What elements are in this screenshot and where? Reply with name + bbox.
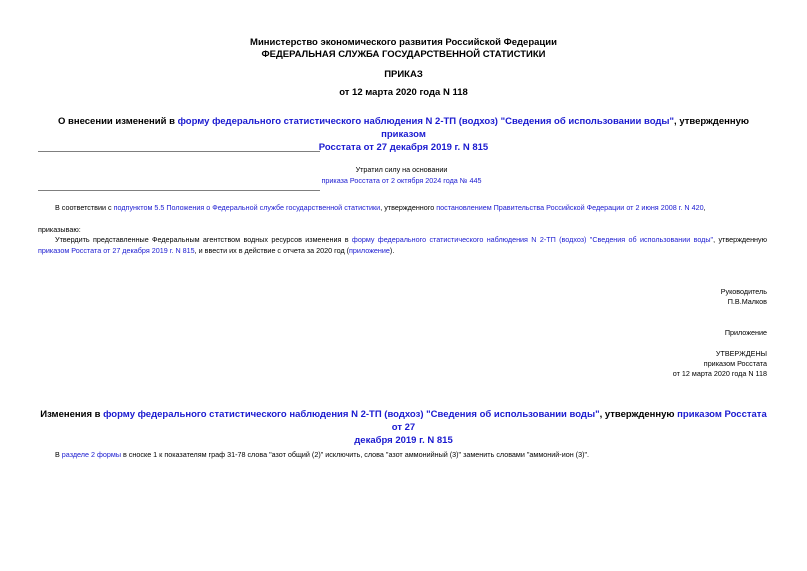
- document-title: [40, 115, 767, 154]
- change-item-section-link[interactable]: разделе 2 формы: [61, 450, 121, 459]
- expired-note-link[interactable]: приказа Росстата от 2 октября 2024 года № 445: [321, 176, 482, 185]
- approve-annex-link[interactable]: приложение: [349, 246, 390, 255]
- preamble-middle: , утвержденного: [380, 203, 437, 212]
- preamble-prefix: В соответствии с: [55, 203, 114, 212]
- change-item-prefix: В: [55, 450, 62, 459]
- signature-name: П.В.Малков: [727, 297, 767, 306]
- title-form-link[interactable]: форму федерального статистического наблюдения N 2-ТП (водхоз) "Сведения об использовании воды": [177, 116, 675, 127]
- change-item: [55, 449, 775, 460]
- approve-middle2: , и ввести их в действие с отчета за 2020 год (: [194, 246, 350, 255]
- title-prefix: О внесении изменений в: [58, 116, 178, 127]
- ministry-name: Министерство экономического развития Российской Федерации: [250, 37, 557, 48]
- service-name: ФЕДЕРАЛЬНАЯ СЛУЖБА ГОСУДАРСТВЕННОЙ СТАТИСТИКИ: [261, 49, 546, 60]
- signature-position: Руководитель: [720, 287, 767, 296]
- changes-title-middle: , утвержденную: [599, 409, 678, 420]
- title-middle: , утвержденную: [674, 116, 749, 127]
- approve-middle: , утвержденную: [713, 235, 767, 244]
- title-order-link[interactable]: приказом: [381, 129, 426, 140]
- preamble: [55, 202, 775, 213]
- changes-title: [40, 408, 767, 447]
- divider-bottom: [38, 190, 320, 191]
- orders-word: приказываю:: [38, 225, 81, 234]
- annex-approved: УТВЕРЖДЕНЫ: [715, 349, 767, 358]
- preamble-link-regulation[interactable]: подпунктом 5.5 Положения о Федеральной службе государственной статистики: [113, 203, 381, 212]
- changes-title-form-link[interactable]: форму федерального статистического наблюдения N 2-ТП (водхоз) "Сведения об использовании воды": [103, 409, 600, 420]
- changes-title-order-link[interactable]: приказом Росстата от 27: [391, 409, 767, 433]
- document-date: от 12 марта 2020 года N 118: [339, 87, 468, 98]
- approve-paragraph: [38, 234, 767, 256]
- annex-date: от 12 марта 2020 года N 118: [672, 369, 767, 378]
- annex-by-order: приказом Росстата: [703, 359, 767, 368]
- divider-top: [38, 151, 320, 152]
- approve-suffix: ).: [389, 246, 395, 255]
- expired-note: [320, 164, 483, 186]
- expired-note-text: Утратил силу на основании: [355, 165, 448, 174]
- approve-form-link[interactable]: форму федерального статистического наблюдения N 2-ТП (водхоз) "Сведения об использовании воды": [351, 235, 714, 244]
- preamble-link-resolution[interactable]: постановлением Правительства Российской Федерации от 2 июня 2008 г. N 420: [436, 203, 704, 212]
- annex-label: Приложение: [724, 328, 767, 337]
- changes-title-order-link-cont[interactable]: декабря 2019 г. N 815: [354, 435, 453, 446]
- preamble-suffix: ,: [703, 203, 706, 212]
- change-item-text: в сноске 1 к показателям граф 31-78 слова "азот общий (2)" исключить, слова "азот аммонийный (3)" заменить словами "аммоний-ион (3)".: [121, 450, 590, 459]
- changes-title-prefix: Изменения в: [40, 409, 104, 420]
- title-order-link-cont[interactable]: Росстата от 27 декабря 2019 г. N 815: [318, 142, 489, 153]
- approve-prefix: Утвердить представленные Федеральным агентством водных ресурсов изменения в: [55, 235, 352, 244]
- document-type: ПРИКАЗ: [384, 69, 423, 80]
- approve-order-link[interactable]: приказом Росстата от 27 декабря 2019 г. N 815: [38, 246, 195, 255]
